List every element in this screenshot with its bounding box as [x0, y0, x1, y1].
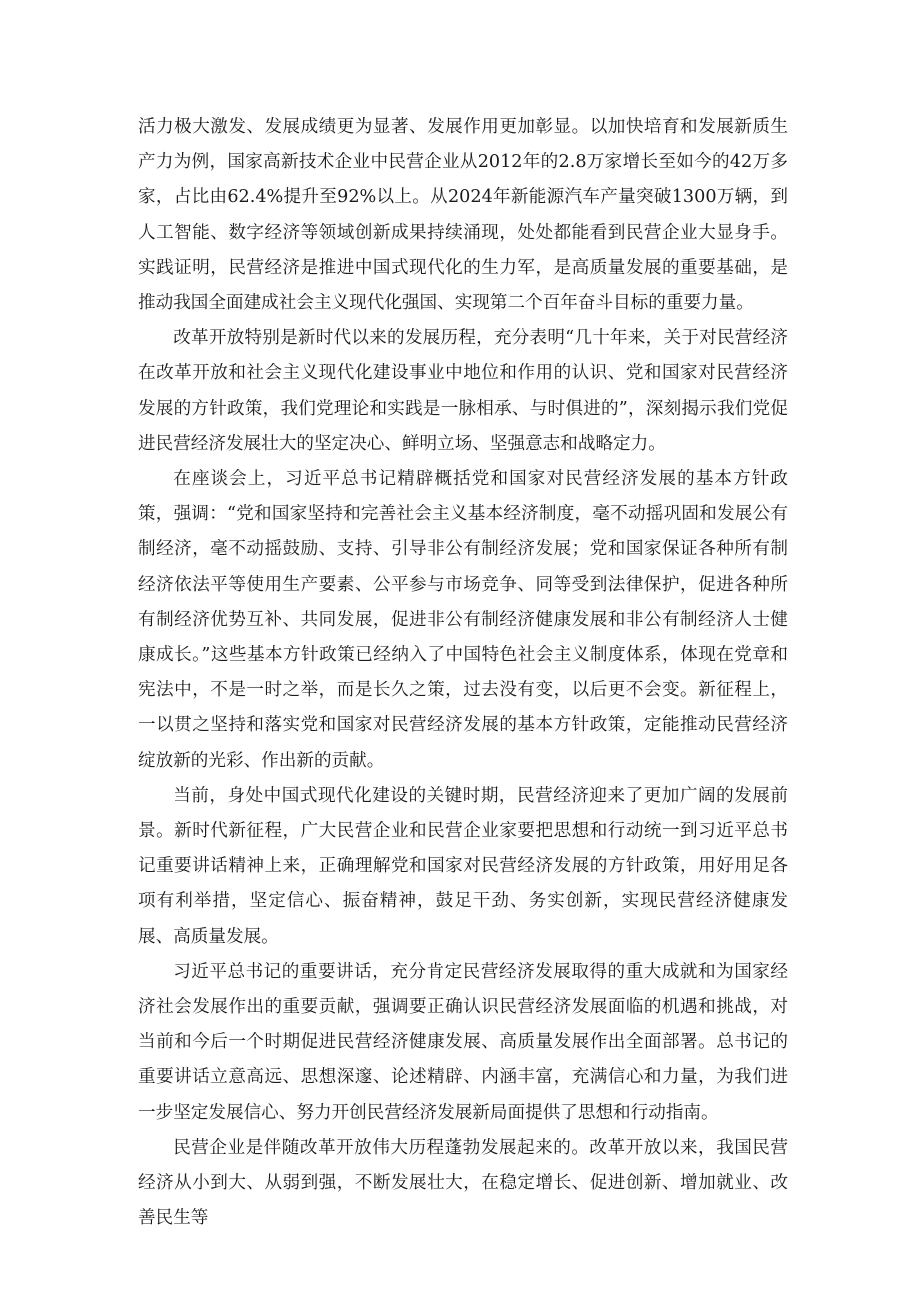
paragraph: 习近平总书记的重要讲话，充分肯定民营经济发展取得的重大成就和为国家经济社会发展作出的重要贡献，强调要正确认识民营经济发展面临的机遇和挑战，对当前和今后一个时期促进民营经济健康发展、高质量发展作出全面部署。总书记的重要讲话立意高远、思想深邃、论述精辟、内涵丰富，充满信心和力量，为我们进一步坚定发展信心、努力开创民营经济发展新局面提供了思想和行动指南。 — [138, 961, 788, 1123]
article-body — [138, 110, 788, 1237]
paragraph: 改革开放特别是新时代以来的发展历程，充分表明“几十年来，关于对民营经济在改革开放和社会主义现代化建设事业中地位和作用的认识、党和国家对民营经济发展的方针政策，我们党理论和实践是一脉相承、与时俱进的”，深刻揭示我们党促进民营经济发展壮大的坚定决心、鲜明立场、坚强意志和战略定力。 — [138, 328, 788, 454]
paragraph-continuation: 活力极大激发、发展成绩更为显著、发展作用更加彰显。以加快培育和发展新质生产力为例，国家高新技术企业中民营企业从2012年的2.8万家增长至如今的42万多家，占比由62.4%提升至92%以上。从2024年新能源汽车产量突破1300万辆，到人工智能、数字经济等领域创新成果持续涌现，处处都能看到民营企业大显身手。实践证明，民营经济是推进中国式现代化的生力军，是高质量发展的重要基础，是推动我国全面建成社会主义现代化强国、实现第二个百年奋斗目标的重要力量。 — [138, 117, 788, 314]
paragraph: 在座谈会上，习近平总书记精辟概括党和国家对民营经济发展的基本方针政策，强调：“党和国家坚持和完善社会主义基本经济制度，毫不动摇巩固和发展公有制经济，毫不动摇鼓励、支持、引导非公有制经济发展；党和国家保证各种所有制经济依法平等使用生产要素、公平参与市场竞争、同等受到法律保护，促进各种所有制经济优势互补、共同发展，促进非公有制经济健康发展和非公有制经济人士健康成长。”这些基本方针政策已经纳入了中国特色社会主义制度体系，体现在党章和宪法中，不是一时之举，而是长久之策，过去没有变，以后更不会变。新征程上，一以贯之坚持和落实党和国家对民营经济发展的基本方针政策，定能推动民营经济绽放新的光彩、作出新的贡献。 — [138, 469, 788, 771]
paragraph: 民营企业是伴随改革开放伟大历程蓬勃发展起来的。改革开放以来，我国民营经济从小到大、从弱到强，不断发展壮大，在稳定增长、促进创新、增加就业、改善民生等 — [138, 1137, 788, 1229]
paragraph: 当前，身处中国式现代化建设的关键时期，民营经济迎来了更加广阔的发展前景。新时代新征程，广大民营企业和民营企业家要把思想和行动统一到习近平总书记重要讲话精神上来，正确理解党和国家对民营经济发展的方针政策，用好用足各项有利举措，坚定信心、振奋精神，鼓足干劲、务实创新，实现民营经济健康发展、高质量发展。 — [138, 785, 788, 947]
